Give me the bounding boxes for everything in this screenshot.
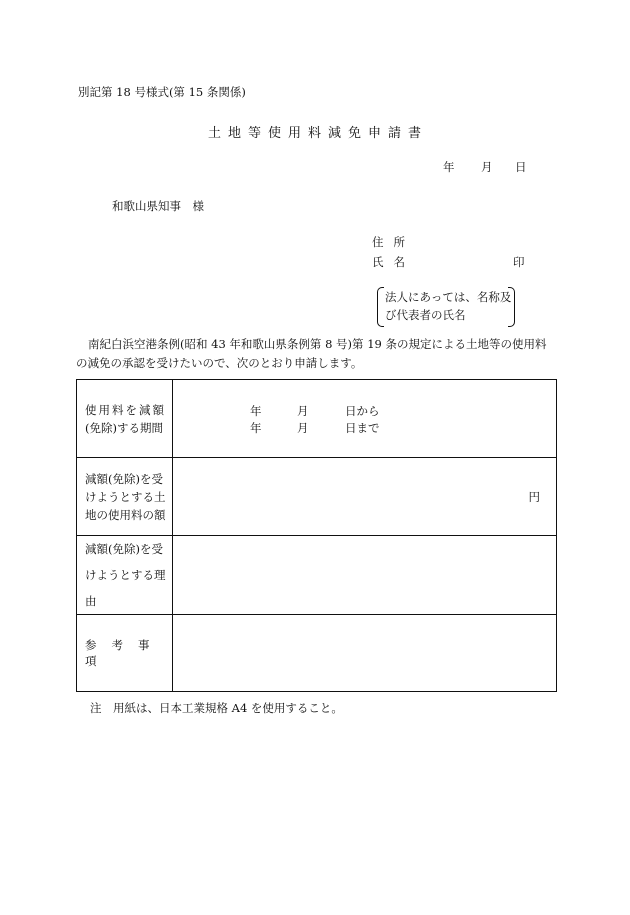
period-label-line2: (免除)する期間	[85, 420, 163, 435]
reason-value-cell[interactable]	[173, 536, 557, 615]
statement-line1: 南紀白浜空港条例(昭和 43 年和歌山県条例第 8 号)第 19 条の規定による土地等の使用料	[88, 337, 547, 351]
period-to-month: 月	[297, 421, 309, 435]
application-table	[76, 379, 557, 692]
period-from-month: 月	[297, 404, 309, 418]
reason-label-line2: けようとする理由	[85, 568, 166, 608]
reason-label-line1: 減額(免除)を受	[85, 542, 163, 556]
statement-line2: の減免の承認を受けたいので、次のとおり申請します。	[76, 356, 363, 370]
period-label-cell	[77, 380, 173, 458]
address-label: 住所	[372, 235, 415, 249]
corporation-note	[377, 287, 515, 325]
date-day-label: 日	[515, 160, 527, 174]
document-title: 土地等使用料減免申請書	[207, 126, 428, 141]
reference-label-cell	[77, 615, 173, 692]
seal-mark: 印	[513, 255, 525, 269]
period-from-year: 年	[250, 404, 262, 418]
amount-value-cell[interactable]	[173, 458, 557, 536]
name-label: 氏名	[372, 255, 415, 269]
bracket-right	[508, 287, 515, 327]
bracket-left	[377, 287, 384, 327]
date-month-label: 月	[481, 160, 493, 174]
reference-row	[77, 615, 557, 692]
form-reference: 別記第 18 号様式(第 15 条関係)	[78, 85, 246, 99]
yen-unit: 円	[528, 490, 540, 504]
amount-label-line2: けようとする土	[85, 489, 166, 504]
period-value-cell[interactable]	[173, 380, 557, 458]
reason-label-cell	[77, 536, 173, 615]
amount-label-line1: 減額(免除)を受	[85, 471, 163, 486]
corporation-note-line2: び代表者の氏名	[385, 308, 466, 322]
reason-row	[77, 536, 557, 615]
application-statement	[76, 335, 560, 373]
amount-label-cell	[77, 458, 173, 536]
period-from-day: 日から	[345, 404, 380, 418]
period-row	[77, 380, 557, 458]
amount-label-line3: 地の使用料の額	[85, 507, 166, 522]
paper-size-note: 注 用紙は、日本工業規格 A4 を使用すること。	[90, 701, 343, 715]
period-to-day: 日まで	[345, 421, 380, 435]
date-year-label: 年	[443, 160, 455, 174]
corporation-note-line1: 法人にあっては、名称及	[385, 290, 512, 304]
period-to-year: 年	[250, 421, 262, 435]
amount-row	[77, 458, 557, 536]
addressee: 和歌山県知事 様	[112, 199, 204, 213]
reference-value-cell[interactable]	[173, 615, 557, 692]
reference-label: 参考事項	[85, 638, 165, 668]
period-label-line1: 使用料を減額	[85, 402, 166, 417]
